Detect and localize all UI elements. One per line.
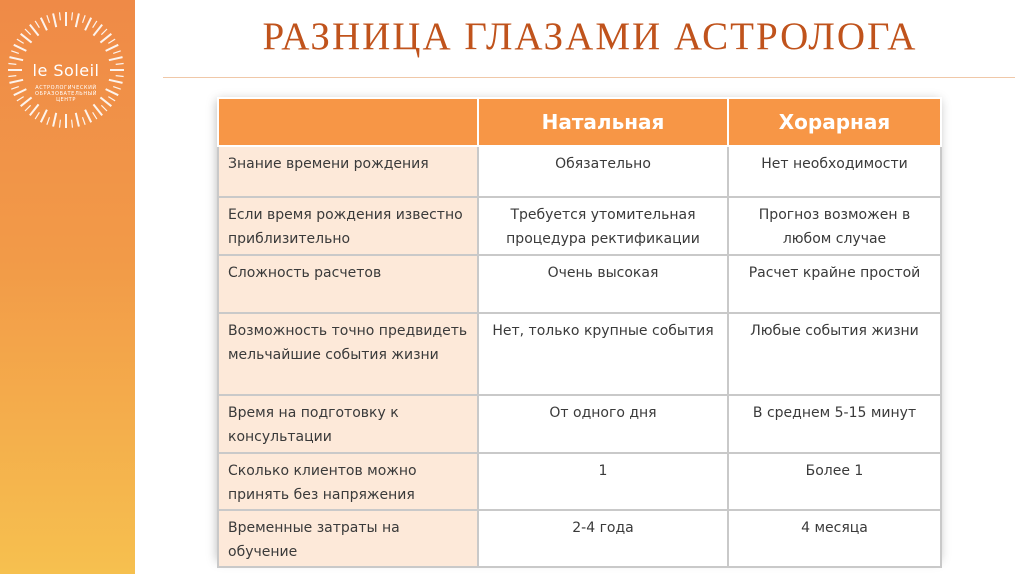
horary-value: Более 1 <box>728 453 941 510</box>
table-row <box>218 255 941 313</box>
table-row <box>218 510 941 567</box>
table-row <box>218 197 941 255</box>
row-label: Возможность точно предвидеть мельчайшие события жизни <box>218 313 478 395</box>
logo <box>2 6 130 134</box>
horary-value: Любые события жизни <box>728 313 941 395</box>
row-label: Знание времени рождения <box>218 146 478 197</box>
row-label: Сколько клиентов можно принять без напряжения <box>218 453 478 510</box>
table-row <box>218 313 941 395</box>
header-empty <box>218 98 478 146</box>
header-horary: Хорарная <box>728 98 941 146</box>
header-natal: Натальная <box>478 98 728 146</box>
logo-name: le Soleil <box>32 61 100 80</box>
page-title: РАЗНИЦА ГЛАЗАМИ АСТРОЛОГА <box>262 15 918 58</box>
natal-value: Требуется утомительная процедура ректификации <box>478 197 728 255</box>
natal-value: 2-4 года <box>478 510 728 567</box>
row-label: Сложность расчетов <box>218 255 478 313</box>
horary-value: Нет необходимости <box>728 146 941 197</box>
row-label: Если время рождения известно приблизительно <box>218 197 478 255</box>
row-label: Временные затраты на обучение <box>218 510 478 567</box>
natal-value: От одного дня <box>478 395 728 453</box>
comparison-table <box>217 97 942 568</box>
table-row <box>218 146 941 197</box>
logo-subtitle: АСТРОЛОГИЧЕСКИЙ ОБРАЗОВАТЕЛЬНЫЙ ЦЕНТР <box>34 85 98 103</box>
horary-value: Прогноз возможен в любом случае <box>728 197 941 255</box>
table-header-row <box>218 98 941 146</box>
horary-value: Расчет крайне простой <box>728 255 941 313</box>
natal-value: Нет, только крупные события <box>478 313 728 395</box>
horary-value: В среднем 5-15 минут <box>728 395 941 453</box>
table-row <box>218 453 941 510</box>
row-label: Время на подготовку к консультации <box>218 395 478 453</box>
horary-value: 4 месяца <box>728 510 941 567</box>
natal-value: Обязательно <box>478 146 728 197</box>
comparison-table-card <box>217 97 940 558</box>
natal-value: Очень высокая <box>478 255 728 313</box>
title-divider <box>163 77 1015 78</box>
table-row <box>218 395 941 453</box>
natal-value: 1 <box>478 453 728 510</box>
